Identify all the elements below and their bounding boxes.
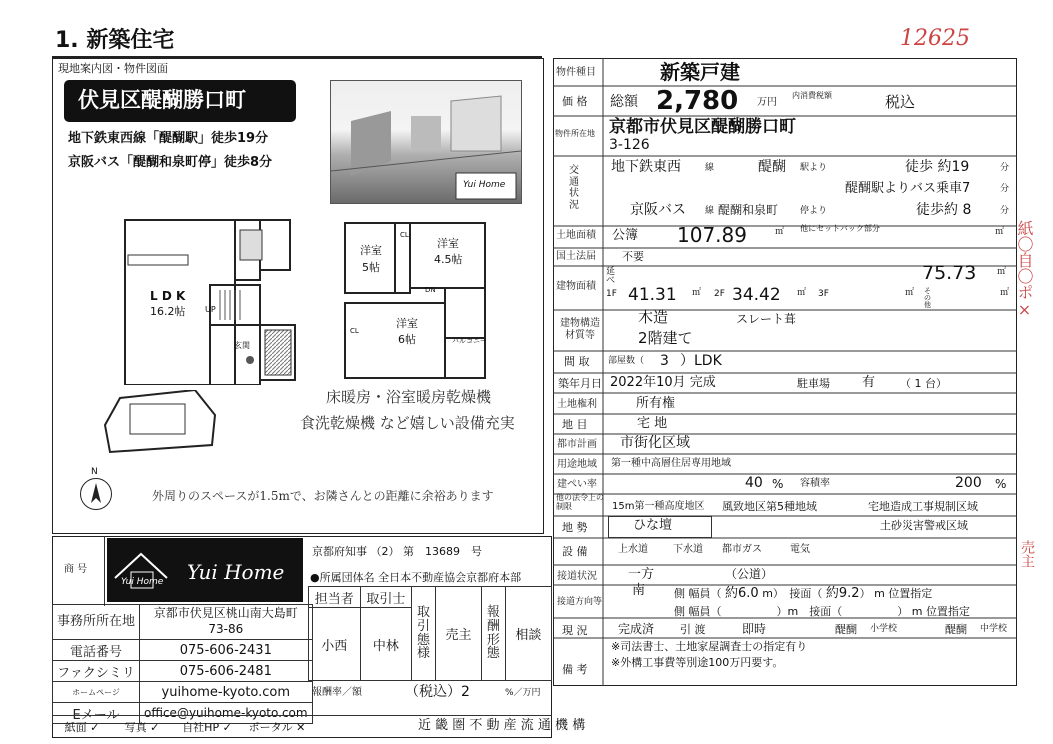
type-label: 物件種目 <box>556 67 596 78</box>
walk2: 徒歩約 8 <box>916 202 972 218</box>
road-1-haba: 幅員（ <box>688 587 722 600</box>
parking-count: （ 1 台） <box>900 377 947 390</box>
tel: 075-606-2431 <box>140 640 313 661</box>
sokuji: 即時 <box>742 622 767 636</box>
genkyo: 完成済 <box>618 622 655 636</box>
org-name: 近 畿 圏 不 動 産 流 通 機 構 <box>418 718 586 733</box>
road-2-ichi: 位置指定 <box>925 605 970 618</box>
fax-label: ファクシミリ <box>53 661 140 682</box>
kokudo: 不要 <box>622 250 644 263</box>
taiyo-cell <box>435 587 481 681</box>
school1-kind: 小学校 <box>870 624 898 634</box>
biko-1: ※司法書士、土地家屋調査士の指定有り <box>611 640 808 653</box>
houshu-label: 報酬形態 <box>486 605 500 662</box>
walk1: 徒歩 約19 <box>905 159 970 175</box>
total-area: 75.73 <box>922 262 977 284</box>
road-2-m2: m <box>911 605 923 618</box>
cl-label-2: CL <box>350 327 359 335</box>
access-line-2: 京阪バス「醍醐和泉町停」徒歩8分 <box>68 155 273 170</box>
plan-2f-dn: DN <box>425 286 436 294</box>
setsubi-label: 設 備 <box>562 545 588 558</box>
margin-note-right: 紙〇自〇ポ× <box>1015 220 1034 319</box>
hikiwatashi: 引 渡 <box>680 623 706 636</box>
chisei-label: 地 勢 <box>562 521 588 534</box>
brand-big: Yui Home <box>187 560 285 584</box>
room3-label: 洋室 <box>396 317 418 330</box>
dir-label: 接道方向等 <box>557 597 603 607</box>
room2-label: 洋室 <box>437 237 459 250</box>
tel-label: 電話番号 <box>53 640 140 661</box>
land-kind: 公簿 <box>612 228 639 243</box>
room2-size: 4.5帖 <box>434 253 463 266</box>
total-unit: ㎡ <box>997 267 1007 277</box>
price-label: 価 格 <box>562 95 588 108</box>
road-1-setsumen: 接面（ <box>789 587 823 600</box>
company-logo <box>107 538 303 602</box>
staff-table <box>308 586 552 681</box>
genkyo-label: 現 況 <box>562 624 588 637</box>
toshi: 市街化区域 <box>620 435 690 451</box>
floor-plan-1f <box>100 210 300 385</box>
f2-unit: ㎡ <box>797 288 807 298</box>
office-address: 京都市伏見区桃山南大島町 <box>153 606 298 621</box>
kenpei-label: 建ぺい率 <box>557 479 597 490</box>
setsubi-3: 都市ガス <box>722 544 762 555</box>
margin-note-seller: 売主 <box>1019 540 1035 568</box>
bus-note: 醍醐駅よりバス乗車7 <box>845 181 971 196</box>
fee-label: 報酬率／額 <box>312 687 362 698</box>
page-title: 1. 新築住宅 <box>55 28 175 53</box>
setsudo-label: 接道状況 <box>557 571 597 582</box>
school2-kind: 中学校 <box>980 624 1008 634</box>
room1-label: 洋室 <box>360 244 382 257</box>
hand-note-2: 食洗乾燥機 など嬉しい設備充実 <box>300 414 515 432</box>
setsubi-4: 電気 <box>790 544 810 555</box>
station1: 醍醐 <box>758 159 786 175</box>
road-2-haba: 幅員（ <box>688 605 722 618</box>
hourei-2: 風致地区第5種地域 <box>722 500 817 513</box>
association: ●所属団体名 全日本不動産協会京都府本部 <box>310 571 522 584</box>
office-label: 事務所所在地 <box>53 605 140 640</box>
torihiki: 中林 <box>360 608 412 681</box>
parking: 有 <box>862 375 876 390</box>
license: 京都府知事 （2） 第 13689 号 <box>312 545 482 558</box>
road-1-frontage: 約9.2 <box>825 586 860 601</box>
hp-label: ホームページ <box>53 682 140 703</box>
madori-pre: 部屋数（ <box>608 356 645 366</box>
road-2-side: 側 <box>674 605 685 618</box>
taiyo-label-cell <box>412 587 436 681</box>
road-1-ichi: 位置指定 <box>888 587 933 600</box>
room1-size: 5帖 <box>362 261 380 274</box>
office-address-cell <box>140 605 313 640</box>
north-label: N <box>91 467 98 477</box>
cl-label-1: CL <box>400 231 409 239</box>
hourei-label: 他の法令上の制限 <box>556 493 604 511</box>
station2-suffix: 停より <box>800 206 828 216</box>
road-2-line: 側 幅員（ ）m 接面（ ） m 位置指定 <box>674 605 970 618</box>
other-label: その他 <box>924 287 931 309</box>
madori-label: 間 取 <box>564 355 590 368</box>
floors: 2階建て <box>638 329 693 347</box>
f1-label: 1F <box>606 289 617 299</box>
toshi-label: 都市計画 <box>557 439 597 450</box>
line1: 地下鉄東西 <box>611 159 681 175</box>
balcony-label: バルコニー <box>452 337 487 345</box>
road-1-width: 約6.0 <box>725 586 759 601</box>
road-1-side: 側 <box>674 587 685 600</box>
price-prefix: 総額 <box>610 94 638 110</box>
rights: 所有権 <box>636 396 676 411</box>
biko-2: ※外構工事費等別途100万円要す。 <box>611 656 784 669</box>
line1-suffix: 線 <box>705 163 715 173</box>
walk2-unit: 分 <box>1000 206 1010 216</box>
kenpei-pct: % <box>772 477 784 491</box>
station2: 醍醐和泉町 <box>718 203 779 217</box>
houshu-cell <box>505 587 551 681</box>
tax-value: 税込 <box>885 93 916 111</box>
kenpei: 40 <box>745 475 763 491</box>
torihiki-label: 取引士 <box>360 587 412 608</box>
taiyo: 売主 <box>445 628 472 643</box>
other-unit: ㎡ <box>1000 288 1010 298</box>
land-area: 107.89 <box>677 223 747 247</box>
chimoku: 宅 地 <box>637 416 668 431</box>
taiyo-label: 取引態様 <box>417 605 431 662</box>
f1-area: 41.31 <box>628 285 677 305</box>
setback-unit: ㎡ <box>995 227 1005 237</box>
kokudo-label: 国土法届 <box>556 251 596 262</box>
town-name: 伏見区醍醐勝口町 <box>78 88 246 112</box>
tax-label: 内消費税額 <box>792 91 832 100</box>
chimoku-label: 地 目 <box>562 418 588 431</box>
plan-genkan: 玄関 <box>234 341 250 350</box>
fax: 075-606-2481 <box>140 661 313 682</box>
biko-label: 備 考 <box>562 663 588 676</box>
fee-unit: %／万円 <box>505 688 541 698</box>
check-hp-label: 自社HP <box>182 721 220 734</box>
built-label: 築年月日 <box>558 377 602 390</box>
road-2-setsumen: 接面（ <box>809 605 843 618</box>
check-paper[interactable]: 紙面 ✓ <box>64 721 100 734</box>
walk1-unit: 分 <box>1000 163 1010 173</box>
traffic-label: 交通状況 <box>569 165 579 211</box>
hourei-1: 15m第一種高度地区 <box>612 501 705 512</box>
road-1-line: 側 幅員（ 約6.0 m） 接面（ 約9.2） m 位置指定 <box>674 586 933 601</box>
setsudo-kind: （公道） <box>725 567 774 581</box>
check-hp[interactable]: 自社HP ✓ <box>182 721 232 734</box>
email-label: Eメール <box>53 703 140 724</box>
road-1-m2: m <box>874 587 885 600</box>
setsudo: 一方 <box>628 567 655 582</box>
check-paper-label: 紙面 <box>64 721 87 734</box>
house-logo-icon <box>113 548 173 594</box>
station1-suffix: 駅より <box>800 163 828 173</box>
price-unit: 万円 <box>757 97 777 108</box>
email-link[interactable]: office@yuihome-kyoto.com <box>140 703 313 724</box>
f3-unit: ㎡ <box>905 288 915 298</box>
land-unit: ㎡ <box>775 227 785 237</box>
madori-post: ）LDK <box>680 353 722 369</box>
photo-brand: Yui Home <box>463 180 506 190</box>
access-line-1: 地下鉄東西線「醍醐駅」徒歩19分 <box>68 131 269 146</box>
struct-label: 建物構造材質等 <box>560 318 600 341</box>
setback-label: 他にセットバック部分 <box>800 224 880 233</box>
stamp-number: 12625 <box>900 26 970 51</box>
road-2-m: m <box>787 605 799 618</box>
hand-note-1: 床暖房・浴室暖房乾燥機 <box>326 388 492 406</box>
ldk-size: 16.2帖 <box>150 305 186 318</box>
check-portal[interactable]: ポータル ✕ <box>248 721 306 734</box>
rights-label: 土地権利 <box>557 399 597 410</box>
chisei: ひな壇 <box>633 518 673 533</box>
f3-label: 3F <box>818 289 829 299</box>
price-value: 2,780 <box>656 86 739 116</box>
floor-plan-2f <box>340 218 500 383</box>
address-label: 物件所在地 <box>555 129 595 138</box>
check-photo-label: 写真 <box>124 721 147 734</box>
north-arrow-icon <box>80 478 112 510</box>
property-type: 新築戸建 <box>660 60 740 84</box>
youto-label: 用途地域 <box>557 459 597 470</box>
building-label: 建物面積 <box>556 281 596 292</box>
houshu-label-cell <box>482 587 506 681</box>
youseki-pct: % <box>995 477 1007 491</box>
parking-label: 駐車場 <box>797 377 830 390</box>
f2-label: 2F <box>714 289 725 299</box>
youseki: 200 <box>955 475 982 491</box>
f1-unit: ㎡ <box>692 288 702 298</box>
plan-1f-up: UP <box>205 305 216 314</box>
road-1-m: m <box>762 587 773 600</box>
dosha: 土砂災害警戒区域 <box>880 519 968 532</box>
fee: （税込）2 <box>405 684 470 700</box>
built-date: 2022年10月 完成 <box>610 375 716 390</box>
car-illustration <box>100 390 220 455</box>
structure: 木造 <box>638 308 669 326</box>
dir: 南 <box>632 583 646 598</box>
property-address-2: 3-126 <box>609 137 650 153</box>
company-table <box>52 604 313 724</box>
property-address: 京都市伏見区醍醐勝口町 <box>609 117 796 137</box>
school2: 醍醐 <box>945 623 967 636</box>
youseki-label: 容積率 <box>800 478 830 489</box>
interior-photo <box>330 80 522 204</box>
tantou-label: 担当者 <box>309 587 361 608</box>
youto: 第一種中高層住居専用地域 <box>611 458 731 469</box>
line2-suffix: 線 <box>705 206 715 216</box>
ldk-label: L D K <box>150 289 186 303</box>
setsubi-1: 上水道 <box>618 544 648 555</box>
roof: スレート葺 <box>736 312 797 326</box>
map-label: 現地案内図・物件図面 <box>58 62 168 75</box>
bus-unit: 分 <box>1000 184 1010 194</box>
brand-small: Yui Home <box>121 577 164 587</box>
school1: 醍醐 <box>835 623 857 636</box>
tantou: 小西 <box>309 608 361 681</box>
houshu: 相談 <box>515 628 542 643</box>
office-address-2: 73-86 <box>208 622 244 636</box>
setsubi-2: 下水道 <box>673 544 703 555</box>
shogo-label: 商 号 <box>64 564 88 575</box>
madori-num: 3 <box>660 353 669 369</box>
room3-size: 6帖 <box>398 333 416 346</box>
land-label: 土地面積 <box>556 230 596 241</box>
check-photo[interactable]: 写真 ✓ <box>124 721 160 734</box>
nobe-label: 延べ <box>606 267 616 286</box>
hourei-3: 宅地造成工事規制区域 <box>868 500 978 513</box>
shogo-divider <box>104 536 105 606</box>
hand-note-3: 外周りのスペースが1.5mで、お隣さんとの距離に余裕あります <box>152 489 494 503</box>
line2: 京阪バス <box>630 202 686 218</box>
homepage-link[interactable]: yuihome-kyoto.com <box>140 682 313 703</box>
f2-area: 34.42 <box>732 285 781 305</box>
check-portal-label: ポータル <box>248 721 293 734</box>
